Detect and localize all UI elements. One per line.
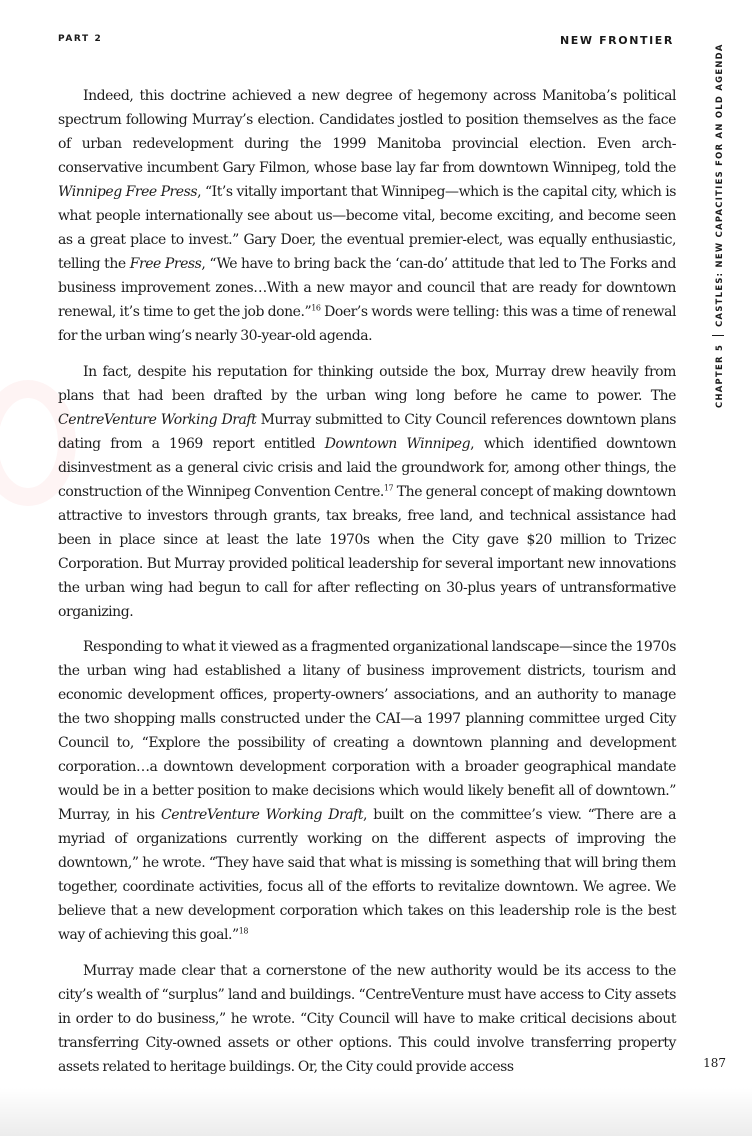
footnote-marker: 17 — [383, 482, 394, 492]
text-run: , “It’s vitally important that Winnipeg—which is the capital city, which is what people internationally see about us—become vital, become exciting, and become seen as a great place to invest.” Gary Doer, the eventual premier-elect, was equally enthusiastic, telling the — [58, 184, 676, 272]
text-run: , built on the committee’s view. “There are a myriad of organizations currently working on the different aspects of improving the downtown,” he wrote. “They have said that what is missing is something that will bring them together, coordinate activities, focus all of the efforts to revitalize downtown. We agree. We believe that a new development corporation which takes on this leadership role is the best way of achieving this goal.” — [58, 807, 676, 943]
chapter-side-tab — [712, 43, 724, 408]
text-run: Indeed, this doctrine achieved a new degree of hegemony across Manitoba’s political spectrum following Murray’s election. Candidates jostled to position themselves as the face of urban redevelopment during the 1999 Manitoba provincial election. Even arch-conservative incumbent Gary Filmon, whose base lay far from downtown Winnipeg, told the — [58, 88, 676, 176]
italic-title: Winnipeg Free Press — [58, 184, 198, 200]
text-run: Doer’s words were telling: this was a time of renewal for the urban wing’s nearly 30-year-old agenda. — [58, 304, 677, 344]
text-run: , which identified downtown disinvestment as a general civic crisis and laid the groundwork for, among other things, the construction of the Winnipeg Convention Centre. — [58, 435, 677, 500]
paragraph — [58, 635, 676, 947]
text-run: , “We have to bring back the ‘can-do’ attitude that led to The Forks and business improvement zones…With a new mayor and council that are ready for downtown renewal, it’s time to get the job done.” — [58, 256, 676, 320]
running-head-part: PART 2 — [58, 34, 103, 44]
body-text — [58, 84, 676, 1090]
italic-title: Downtown Winnipeg — [324, 435, 471, 452]
paragraph — [58, 84, 676, 348]
running-head-section: NEW FRONTIER — [559, 34, 674, 47]
text-run: Responding to what it viewed as a fragmented organizational landscape—since the 1970s the urban wing had established a litany of business improvement districts, tourism and economic development offices, property-owners’ associations, and an authority to manage the two shopping malls constructed under the CAI—a 1997 planning committee urged City Council to, “Explore the possibility of creating a downtown planning and development corporation…a downtown development corporation with a broader geographical mandate would be in a better position to make decisions which would likely benefit all of downtown.” Murray, in his — [58, 639, 676, 823]
text-run: Murray made clear that a cornerstone of the new authority would be its access to the city’s wealth of “surplus” land and buildings. “CentreVenture must have access to City assets in order to do business,” he wrote. “City Council will have to make critical decisions about transferring City-owned assets or other options. This could involve transferring property assets related to heritage buildings. Or, the City could provide access — [58, 962, 676, 1075]
italic-title: CentreVenture Working Draft — [58, 411, 257, 428]
paragraph — [58, 959, 676, 1079]
side-tab-divider — [712, 335, 724, 336]
footnote-marker: 18 — [238, 926, 248, 936]
italic-title: CentreVenture Working Draft — [160, 807, 364, 823]
footnote-marker: 16 — [311, 303, 321, 313]
page-bottom-shadow — [0, 1088, 752, 1136]
italic-title: Free Press — [129, 256, 202, 272]
text-run: Murray submitted to City Council references downtown plans dating from a 1969 report entitled — [58, 411, 676, 452]
page-number: 187 — [703, 1056, 726, 1070]
text-run: In fact, despite his reputation for thinking outside the box, Murray drew heavily from plans that had been drafted by the urban wing long before he came to power. The — [58, 363, 676, 404]
side-tab-title: CASTLES: NEW CAPACITIES FOR AN OLD AGENDA — [714, 43, 724, 327]
side-tab-chapter: CHAPTER 5 — [714, 343, 724, 408]
paragraph — [58, 360, 676, 624]
text-run: The general concept of making downtown attractive to investors through grants, tax breaks, free land, and technical assistance had been in place since at least the late 1970s when the City gave $20 million to Trizec Corporation. But Murray provided political leadership for several important new innovations the urban wing had begun to call for after reflecting on 30-plus years of untransformative organizing. — [58, 483, 676, 620]
